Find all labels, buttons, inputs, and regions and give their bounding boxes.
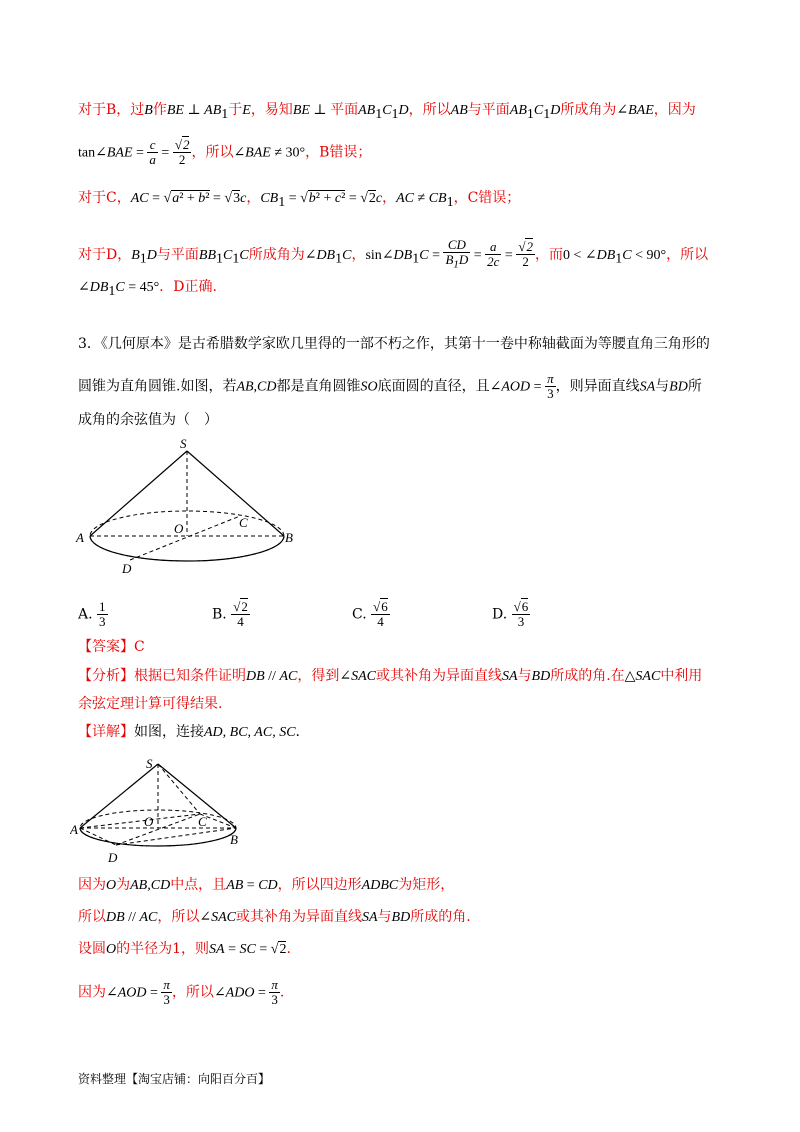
detail-line: 【详解】如图，连接AD, BC, AC, SC. bbox=[78, 724, 300, 740]
label-s: S bbox=[180, 436, 187, 451]
label-c: C bbox=[239, 515, 248, 530]
label-a: A bbox=[76, 530, 84, 545]
question-3-line-2: 圆锥为直角圆锥.如图，若AB,CD都是直角圆锥SO底面圆的直径，且∠AOD = $\frac{\pi}{3}$ ，则异面直线SA与BD所 bbox=[78, 371, 702, 401]
solution-line-2: 所以DB // AC，所以∠SAC或其补角为异面直线SA与BD所成的角. bbox=[78, 909, 471, 925]
line-case-c: 对于C，AC = √a² + b² = √3c，$CB_1 = √b^2 + c^2 = √2c$，AC ≠ $CB_1$，C错误； bbox=[78, 190, 521, 210]
label2-d: D bbox=[108, 850, 118, 865]
solution-line-1: 因为O为AB,CD中点，且AB = CD，所以四边形ADBC为矩形， bbox=[78, 877, 455, 893]
option-c[interactable]: C. $\frac{√6}{4}$ bbox=[352, 599, 388, 629]
option-d[interactable]: D. $\frac{√6}{3}$ bbox=[492, 599, 529, 629]
line-case-b-1: 对于B，过B作BE ⊥ $AB_1$于E，易知BE ⊥ 平面$AB_1C_1D$，所以AB与平面$AB_1C_1D$所成角为∠BAE，因为 bbox=[78, 102, 696, 122]
label2-b: B bbox=[230, 832, 238, 847]
cone-figure-2 bbox=[70, 752, 250, 868]
line-case-d-1: 对于D，$B_1D$与平面$BB_1C_1C$所成角为$\angle DB_1C$，$\sin\angle DB_1C$ = $\frac{CD}{B_1D}$ = $\frac{a}{2c}$ = $\frac{√2}{2}$ ，而$0 < \angle DB_1C < 90^\circ$，所以 bbox=[78, 237, 709, 271]
solution-line-3: 设圆O的半径为1，则SA = SC = √2. bbox=[78, 941, 291, 957]
label-d: D bbox=[122, 561, 132, 576]
analysis-line-2: 余弦定理计算可得结果. bbox=[78, 696, 223, 712]
solution-line-4: 因为∠AOD = $\frac{\pi}{3}$ ，所以∠ADO = $\frac{\pi}{3}$ . bbox=[78, 977, 285, 1007]
line-case-d-2: $\angle DB_1C = 45^\circ$．D正确. bbox=[78, 279, 217, 299]
option-a[interactable]: A. $\frac{1}{3}$ bbox=[78, 599, 106, 629]
label2-o: O bbox=[144, 814, 154, 829]
line-case-b-2: tan∠BAE = $\frac{c}{a}$ = $\frac{√2}{2}$ ，所以∠BAE ≠ 30°，B错误； bbox=[78, 137, 372, 167]
label-o: O bbox=[174, 521, 184, 536]
label2-s: S bbox=[146, 756, 153, 771]
analysis-line-1: 【分析】根据已知条件证明DB // AC，得到∠SAC或其补角为异面直线SA与BD所成的角.在△SAC中利用 bbox=[78, 668, 703, 684]
label2-a: A bbox=[70, 822, 78, 837]
question-3-line-3: 成角的余弦值为（ ） bbox=[78, 412, 218, 428]
footer-source: 资料整理【淘宝店铺：向阳百分百】 bbox=[78, 1072, 271, 1086]
cone-figure-1 bbox=[70, 436, 300, 576]
label2-c: C bbox=[198, 814, 207, 829]
label-b: B bbox=[285, 530, 293, 545]
option-b[interactable]: B. $\frac{√2}{4}$ bbox=[212, 599, 248, 629]
question-3-line-1: 3．《几何原本》是古希腊数学家欧几里得的一部不朽之作，其第十一卷中称轴截面为等腰直角三角形的 bbox=[78, 336, 710, 352]
answer-line: 【答案】C bbox=[78, 639, 145, 655]
